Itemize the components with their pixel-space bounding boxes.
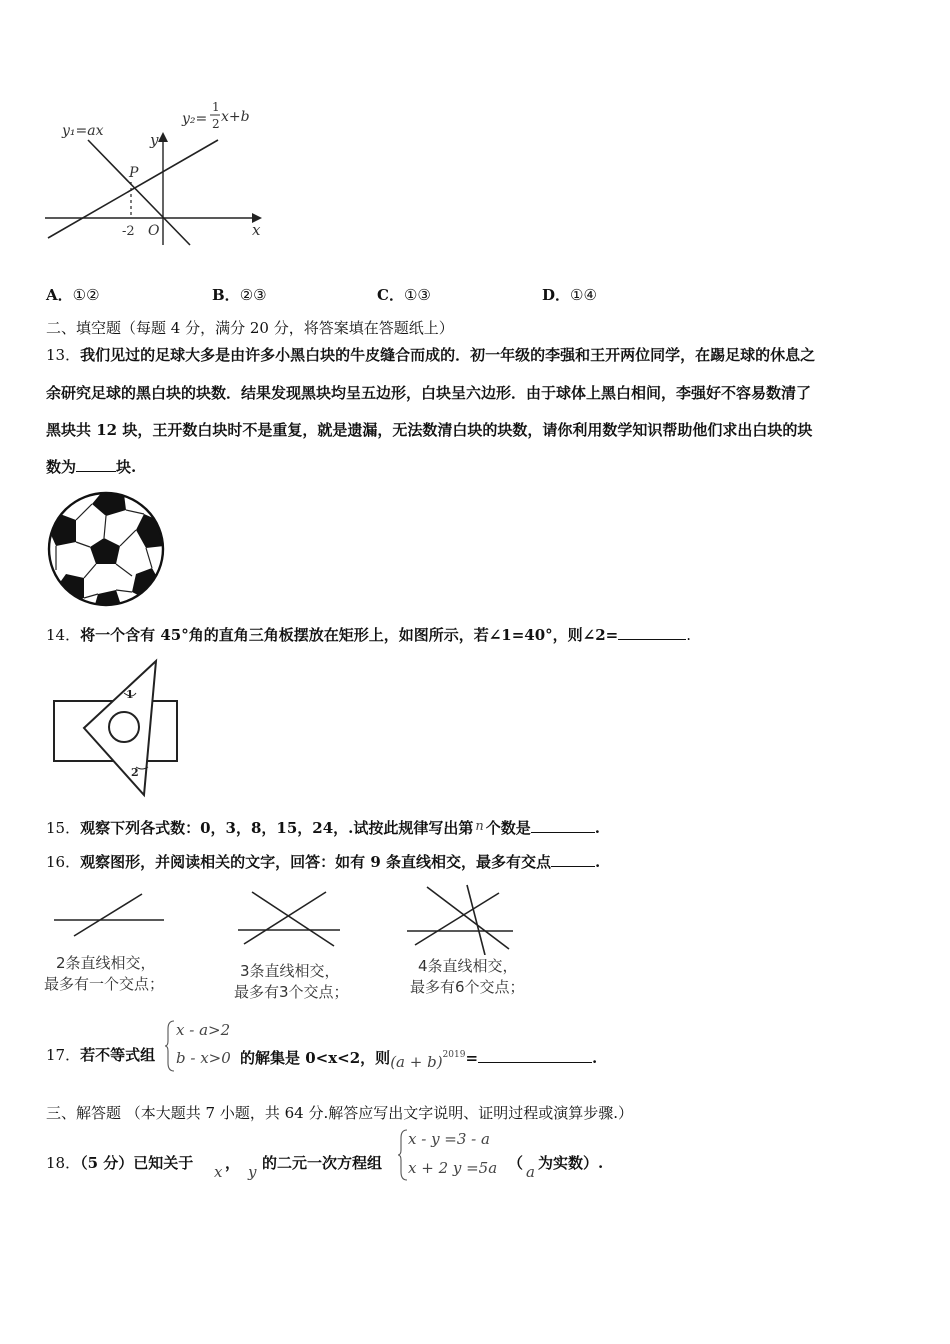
q18-y: y: [248, 1163, 257, 1181]
q18-score-text: （5 分）已知关于: [80, 1154, 194, 1172]
angle-2-label: 2: [131, 766, 139, 779]
q13-answer-blank[interactable]: [76, 457, 116, 472]
triangle-rectangle-figure: [48, 655, 183, 803]
q15-answer-blank[interactable]: [531, 818, 595, 833]
q17-inequality-1: x - a>2: [176, 1021, 231, 1039]
q18-number: 18．: [46, 1154, 81, 1172]
option-letter: B．: [212, 286, 240, 304]
q13-line-4-pre: 数为: [46, 458, 77, 476]
y-axis-label: y: [150, 131, 159, 149]
option-letter: C．: [377, 286, 404, 304]
section-3-heading: 三、解答题 （本大题共 7 小题，共 64 分.解答应写出文字说明、证明过程或演算步骤.）: [46, 1104, 634, 1122]
q18-pre: [46, 1152, 193, 1174]
q17-number-and-pre: [46, 1044, 155, 1066]
option-text: ①④: [570, 286, 597, 304]
q13-text: 我们见过的足球大多是由许多小黑白块的牛皮缝合而成的．初一年级的李强和王开两位同学，在踢足球的休息之: [80, 346, 816, 364]
q13-number: 13．: [46, 346, 81, 364]
q17-end: .: [592, 1049, 598, 1067]
section-2-heading: 二、填空题（每题 4 分，满分 20 分，将答案填在答题纸上）: [46, 319, 454, 337]
q16-text: 观察图形，并阅读相关的文字，回答：如有 9 条直线相交，最多有交点: [80, 853, 551, 871]
line-y1: [88, 140, 190, 245]
q15-variable-n: n: [475, 819, 484, 834]
two-lines-figure: [52, 890, 168, 940]
y-axis-arrow: [158, 132, 168, 142]
four-lines-figure: [405, 883, 517, 955]
q17-equals: =: [465, 1049, 479, 1067]
q18-tail: 为实数）.: [538, 1154, 604, 1172]
q13-line-3: 黑块共 12 块，王开数白块时不是重复，就是遗漏，无法数清白块的块数，请你利用数学知识帮助他们求出白块的块: [46, 421, 813, 439]
option-text: ①③: [403, 286, 431, 304]
q13-line-2: 余研究足球的黑白块的块数．结果发现黑块均呈五边形，白块呈六边形．由于球体上黑白相间，李强好不容易数清了: [46, 384, 812, 402]
option-a[interactable]: [46, 284, 100, 306]
option-b[interactable]: [212, 284, 267, 306]
q17-pre: 若不等式组: [80, 1046, 156, 1064]
q16-end: .: [594, 853, 601, 871]
q17-answer-blank[interactable]: [478, 1048, 592, 1063]
caption-two-lines-1: 2条直线相交，: [56, 954, 156, 972]
three-lines-figure: [236, 886, 344, 948]
y2-fraction-num: 1: [212, 100, 220, 114]
pentagon-center: [90, 538, 120, 564]
q18-a: a: [526, 1163, 535, 1181]
point-p-label: P: [129, 165, 139, 181]
q14-line: [46, 624, 691, 646]
x-axis-label: x: [252, 221, 261, 239]
q17-exponent: 2019: [442, 1050, 466, 1060]
q15-number: 15．: [46, 819, 81, 837]
q16-answer-blank[interactable]: [551, 852, 595, 867]
q15-end: .: [594, 819, 601, 837]
q18-mid: 的二元一次方程组: [262, 1154, 383, 1172]
origin-label: O: [148, 223, 160, 239]
y2-label-rest: x+b: [221, 109, 250, 125]
y1-label: y₁=ax: [62, 123, 104, 139]
q16-line: [46, 851, 600, 873]
q14-text: 将一个含有 45°角的直角三角板摆放在矩形上，如图所示，若∠1=40°，则∠2=: [80, 626, 619, 644]
q17-expression: (a + b): [390, 1053, 443, 1071]
option-text: ②③: [239, 286, 267, 304]
y2-fraction-den: 2: [212, 117, 220, 131]
q13-line-4: [46, 456, 136, 478]
q17-tail: [240, 1044, 597, 1073]
q18-x: x: [214, 1163, 223, 1181]
q15-text-post: 个数是: [485, 819, 531, 837]
option-letter: A．: [46, 286, 73, 304]
q18-sep: ，: [225, 1154, 241, 1172]
set-square-triangle: [84, 661, 156, 795]
angle-1-label: 1: [126, 688, 134, 701]
q15-line: [46, 816, 600, 839]
caption-two-lines-2: 最多有一个交点；: [44, 975, 165, 993]
option-letter: D．: [542, 286, 571, 304]
q18-equation-1: x - y =3 - a: [408, 1130, 490, 1148]
q15-text-pre: 观察下列各式数：0，3，8，15，24，.试按此规律写出第: [80, 819, 474, 837]
caption-four-lines-1: 4条直线相交，: [418, 957, 518, 975]
linear-functions-figure: [40, 95, 280, 255]
q17-mid: 的解集是 0<x<2，则: [240, 1049, 391, 1067]
caption-four-lines-2: 最多有6个交点；: [410, 978, 525, 996]
q17-number: 17．: [46, 1046, 81, 1064]
q17-brace: [164, 1019, 176, 1073]
q13-line-4-post: 块.: [116, 458, 137, 476]
q18-equation-2: x + 2 y =5a: [408, 1159, 498, 1177]
q18-paren-open: （: [508, 1154, 524, 1172]
q14-end: .: [686, 626, 691, 644]
y2-label: y₂=: [182, 111, 208, 127]
q17-inequality-2: b - x>0: [176, 1049, 231, 1067]
q14-answer-blank[interactable]: [618, 625, 686, 640]
caption-three-lines-2: 最多有3个交点；: [234, 983, 349, 1001]
tick-minus-two: -2: [122, 224, 135, 239]
option-d[interactable]: [542, 284, 597, 306]
option-c[interactable]: [377, 284, 431, 306]
q14-number: 14．: [46, 626, 81, 644]
q13-line-1: [46, 344, 815, 366]
soccer-ball-figure: [44, 490, 168, 610]
caption-three-lines-1: 3条直线相交，: [240, 962, 340, 980]
option-text: ①②: [72, 286, 100, 304]
q16-number: 16．: [46, 853, 81, 871]
